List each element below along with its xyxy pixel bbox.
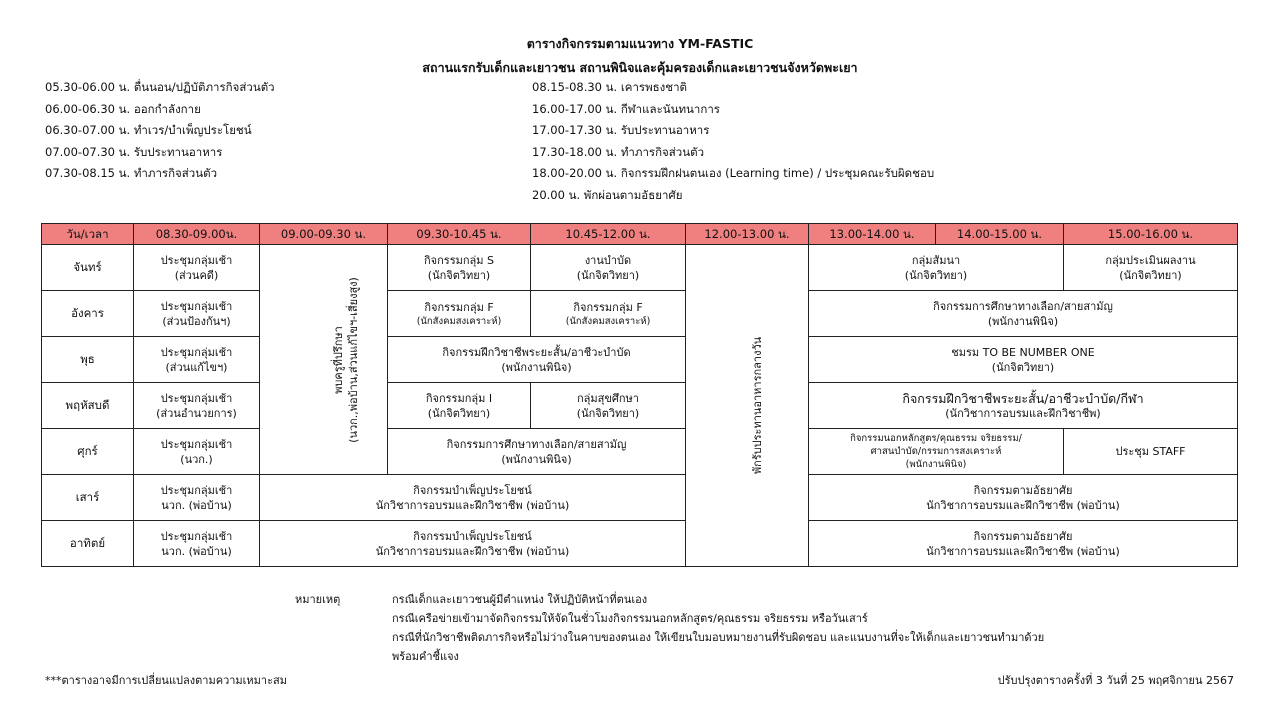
- day-cell: เสาร์: [42, 475, 134, 521]
- schedule-table: [41, 223, 1238, 567]
- disclaimer: ***ตารางอาจมีการเปลี่ยนแปลงตามความเหมาะสม: [45, 674, 287, 687]
- counsel-cell: [260, 245, 388, 475]
- column-header: วัน/เวลา: [42, 224, 134, 245]
- column-header: 08.30-09.00น.: [134, 224, 260, 245]
- column-header: 09.00-09.30 น.: [260, 224, 388, 245]
- table-row: [42, 291, 1238, 337]
- revision-note: ปรับปรุงตารางครั้งที่ 3 วันที่ 25 พฤศจิกายน 2567: [997, 674, 1234, 687]
- counsel-text: พบครูที่ปรึกษา (นวก.,พ่อบ้าน,ส่วนแก้ไขฯ-เสี่ยงสูง): [331, 276, 360, 443]
- column-header: 09.30-10.45 น.: [388, 224, 531, 245]
- day-cell: อาทิตย์: [42, 521, 134, 567]
- table-cell: งานบำบัด (นักจิตวิทยา): [531, 245, 686, 291]
- table-cell: กิจกรรมกลุ่ม F (นักสังคมสงเคราะห์): [531, 291, 686, 337]
- table-cell: กิจกรรมตามอัธยาศัย นักวิชาการอบรมและฝึกวิชาชีพ (พ่อบ้าน): [809, 475, 1238, 521]
- table-cell: ประชุมกลุ่มเช้า (ส่วนคดี): [134, 245, 260, 291]
- table-cell: กิจกรรมการศึกษาทางเลือก/สายสามัญ (พนักงานพินิจ): [809, 291, 1238, 337]
- table-cell: ประชุมกลุ่มเช้า นวก. (พ่อบ้าน): [134, 475, 260, 521]
- table-cell: ประชุมกลุ่มเช้า (ส่วนแก้ไขฯ): [134, 337, 260, 383]
- column-header: 10.45-12.00 น.: [531, 224, 686, 245]
- table-cell: ประชุมกลุ่มเช้า (นวก.): [134, 429, 260, 475]
- table-row: [42, 245, 1238, 291]
- routine-item: 05.30-06.00 น. ตื่นนอน/ปฏิบัติภารกิจส่วนตัว: [45, 80, 275, 94]
- page-subtitle: สถานแรกรับเด็กและเยาวชน สถานพินิจและคุ้มครองเด็กและเยาวชนจังหวัดพะเยา: [422, 60, 858, 75]
- routine-item: 07.30-08.15 น. ทำภารกิจส่วนตัว: [45, 166, 218, 180]
- day-cell: พฤหัสบดี: [42, 383, 134, 429]
- day-cell: อังคาร: [42, 291, 134, 337]
- routine-item: 06.30-07.00 น. ทำเวร/บำเพ็ญประโยชน์: [45, 123, 252, 137]
- table-cell: กิจกรรมฝึกวิชาชีพระยะสั้น/อาชีวะบำบัด (พนักงานพินิจ): [388, 337, 686, 383]
- table-cell: กิจกรรมบำเพ็ญประโยชน์ นักวิชาการอบรมและฝึกวิชาชีพ (พ่อบ้าน): [260, 475, 686, 521]
- table-row: [42, 475, 1238, 521]
- table-cell: กิจกรรมบำเพ็ญประโยชน์ นักวิชาการอบรมและฝึกวิชาชีพ (พ่อบ้าน): [260, 521, 686, 567]
- table-cell: ประชุม STAFF: [1064, 429, 1238, 475]
- column-header: 14.00-15.00 น.: [936, 224, 1064, 245]
- table-cell: กิจกรรมฝึกวิชาชีพระยะสั้น/อาชีวะบำบัด/กีฬา (นักวิชาการอบรมและฝึกวิชาชีพ): [809, 383, 1238, 429]
- routine-right: [532, 77, 934, 206]
- column-header: 15.00-16.00 น.: [1064, 224, 1238, 245]
- notes-label: หมายเหตุ: [295, 593, 341, 606]
- table-cell: กิจกรรมกลุ่ม F (นักสังคมสงเคราะห์): [388, 291, 531, 337]
- table-cell: กลุ่มประเมินผลงาน (นักจิตวิทยา): [1064, 245, 1238, 291]
- routine-item: 07.00-07.30 น. รับประทานอาหาร: [45, 144, 223, 159]
- note-item: กรณีที่นักวิชาชีพติดภารกิจหรือไม่ว่างในคาบของตนเอง ให้เขียนใบมอบหมายงานที่รับผิดชอบ และแนบงานที่จะให้เด็กและเยาวชนทำมาด้วย: [392, 631, 1045, 644]
- table-row: [42, 429, 1238, 475]
- table-cell: กลุ่มสัมนา (นักจิตวิทยา): [809, 245, 1064, 291]
- page-title: ตารางกิจกรรมตามแนวทาง YM-FASTIC: [526, 36, 754, 51]
- routine-item: 17.00-17.30 น. รับประทานอาหาร: [532, 123, 710, 137]
- routine-item: 18.00-20.00 น. กิจกรรมฝึกฝนตนเอง (Learning time) / ประชุมคณะรับผิดชอบ: [532, 166, 935, 180]
- table-row: [42, 521, 1238, 567]
- routine-item: 16.00-17.00 น. กีฬาและนันทนาการ: [532, 101, 720, 116]
- table-cell: ประชุมกลุ่มเช้า นวก. (พ่อบ้าน): [134, 521, 260, 567]
- routine-item: 08.15-08.30 น. เคารพธงชาติ: [532, 80, 688, 94]
- note-item: กรณีเด็กและเยาวชนผู้มีตำแหน่ง ให้ปฏิบัติหน้าที่ตนเอง: [392, 593, 648, 606]
- table-cell: ชมรม TO BE NUMBER ONE (นักจิตวิทยา): [809, 337, 1238, 383]
- table-cell: ประชุมกลุ่มเช้า (ส่วนป้องกันฯ): [134, 291, 260, 337]
- routine-item: 17.30-18.00 น. ทำภารกิจส่วนตัว: [532, 144, 705, 159]
- table-cell: กิจกรรมกลุ่ม S (นักจิตวิทยา): [388, 245, 531, 291]
- table-cell: กิจกรรมการศึกษาทางเลือก/สายสามัญ (พนักงานพินิจ): [388, 429, 686, 475]
- table-cell: กิจกรรมกลุ่ม I (นักจิตวิทยา): [388, 383, 531, 429]
- note-item: กรณีเครือข่ายเข้ามาจัดกิจกรรมให้จัดในชั่วโมงกิจกรรมนอกหลักสูตร/คุณธรรม จริยธรรม หรือวันเสาร์: [392, 612, 868, 625]
- day-cell: พุธ: [42, 337, 134, 383]
- table-cell: กลุ่มสุขศึกษา (นักจิตวิทยา): [531, 383, 686, 429]
- day-cell: จันทร์: [42, 245, 134, 291]
- table-header-row: [42, 224, 1238, 245]
- routine-item: 06.00-06.30 น. ออกกำลังกาย: [45, 101, 201, 116]
- table-cell: กิจกรรมนอกหลักสูตร/คุณธรรม จริยธรรม/ ศาสนบำบัด/กรรมการสงเคราะห์ (พนักงานพินิจ): [809, 429, 1064, 475]
- routine-item: 20.00 น. พักผ่อนตามอัธยาศัย: [532, 187, 683, 202]
- table-row: [42, 383, 1238, 429]
- table-cell: ประชุมกลุ่มเช้า (ส่วนอำนวยการ): [134, 383, 260, 429]
- routine-left: [45, 77, 275, 185]
- column-header: 13.00-14.00 น.: [809, 224, 936, 245]
- lunch-cell: [686, 245, 809, 567]
- note-item: พร้อมคำชี้แจง: [392, 650, 459, 663]
- table-cell: กิจกรรมตามอัธยาศัย นักวิชาการอบรมและฝึกวิชาชีพ (พ่อบ้าน): [809, 521, 1238, 567]
- lunch-text: พักรับประทานอาหารกลางวัน: [751, 337, 765, 475]
- table-row: [42, 337, 1238, 383]
- column-header: 12.00-13.00 น.: [686, 224, 809, 245]
- day-cell: ศุกร์: [42, 429, 134, 475]
